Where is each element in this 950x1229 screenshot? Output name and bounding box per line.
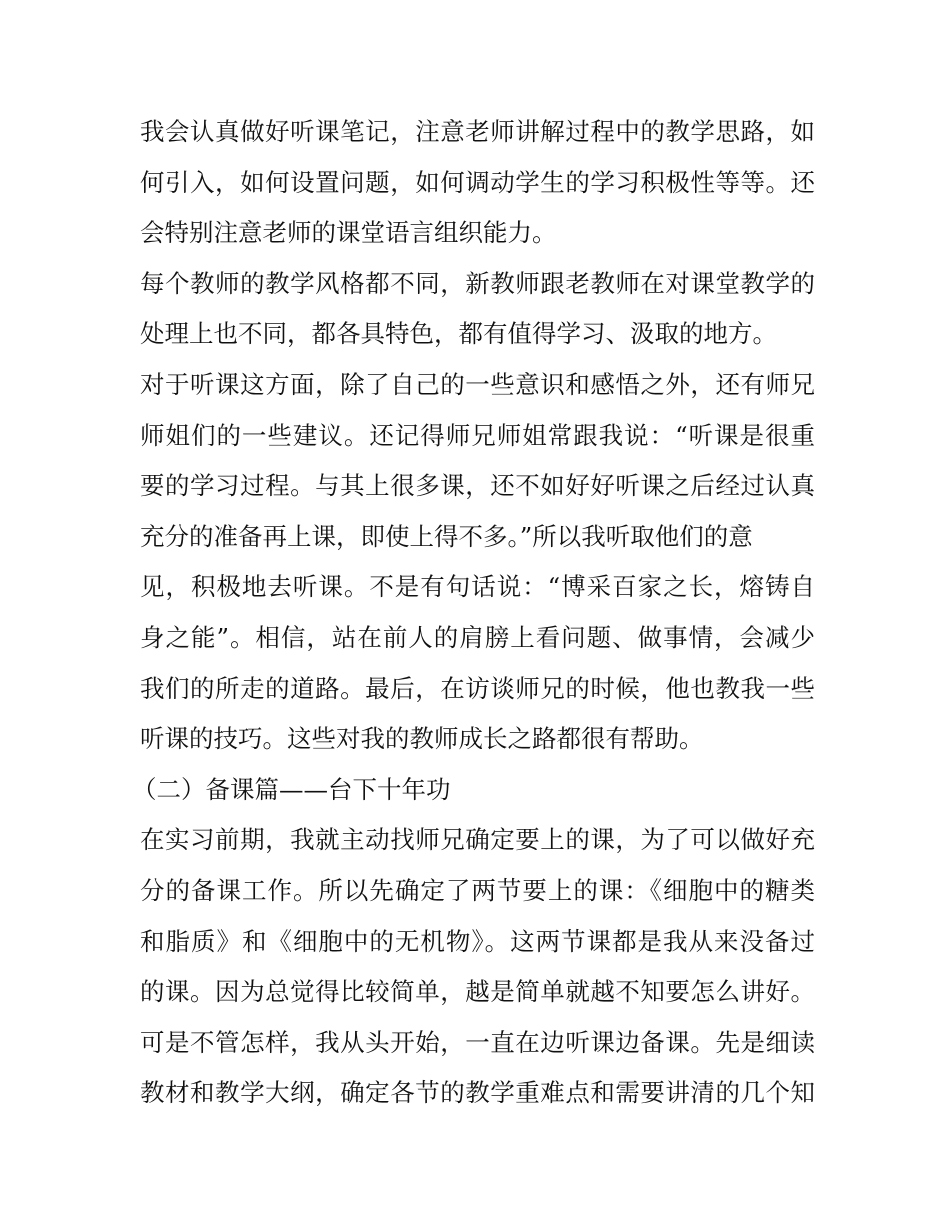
text-line: 要的学习过程。与其上很多课，还不如好好听课之后经过认真 xyxy=(140,471,815,501)
text-line: 对于听课这方面，除了自己的一些意识和感悟之外，还有师兄 xyxy=(140,369,815,399)
text-line: 在实习前期，我就主动找师兄确定要上的课，为了可以做好充 xyxy=(140,825,815,855)
text-line: 充分的准备再上课，即使上得不多。”所以我听取他们的意 xyxy=(140,521,753,551)
text-line: 会特别注意老师的课堂语言组织能力。 xyxy=(140,218,557,248)
paragraph-senior-advice xyxy=(140,360,815,765)
paragraph-listening-notes xyxy=(140,107,815,259)
text-line: 何引入，如何设置问题，如何调动学生的学习积极性等等。还 xyxy=(140,167,815,197)
text-line: 分的备课工作。所以先确定了两节要上的课：《细胞中的糖类 xyxy=(140,875,815,905)
text-line: 我会认真做好听课笔记，注意老师讲解过程中的教学思路，如 xyxy=(140,117,815,146)
paragraph-teaching-styles xyxy=(140,259,815,360)
text-line: 处理上也不同，都各具特色，都有值得学习、汲取的地方。 xyxy=(140,319,777,349)
text-line: 听课的技巧。这些对我的教师成长之路都很有帮助。 xyxy=(140,724,704,754)
text-line: 见，积极地去听课。不是有句话说：“博采百家之长，熔铸自 xyxy=(140,572,815,602)
paragraph-lesson-preparation xyxy=(140,815,815,1119)
body-text xyxy=(132,107,815,1119)
text-line: 每个教师的教学风格都不同，新教师跟老教师在对课堂教学的 xyxy=(140,268,815,298)
text-line: 身之能”。相信，站在前人的肩膀上看问题、做事情，会减少 xyxy=(140,622,815,652)
text-line: 我们的所走的道路。最后，在访谈师兄的时候，他也教我一些 xyxy=(140,673,815,703)
text-line: 的课。因为总觉得比较简单，越是简单就越不知要怎么讲好。 xyxy=(140,977,815,1007)
text-line: 可是不管怎样，我从头开始，一直在边听课边备课。先是细读 xyxy=(140,1027,815,1057)
section-heading xyxy=(132,765,815,816)
section-heading-text: （二）备课篇——台下十年功 xyxy=(132,774,451,804)
text-line: 教材和教学大纲，确定各节的教学重难点和需要讲清的几个知 xyxy=(140,1078,815,1108)
text-line: 师姐们的一些建议。还记得师兄师姐常跟我说：“听课是很重 xyxy=(140,420,815,450)
text-line: 和脂质》和《细胞中的无机物》。这两节课都是我从来没备过 xyxy=(140,926,815,956)
